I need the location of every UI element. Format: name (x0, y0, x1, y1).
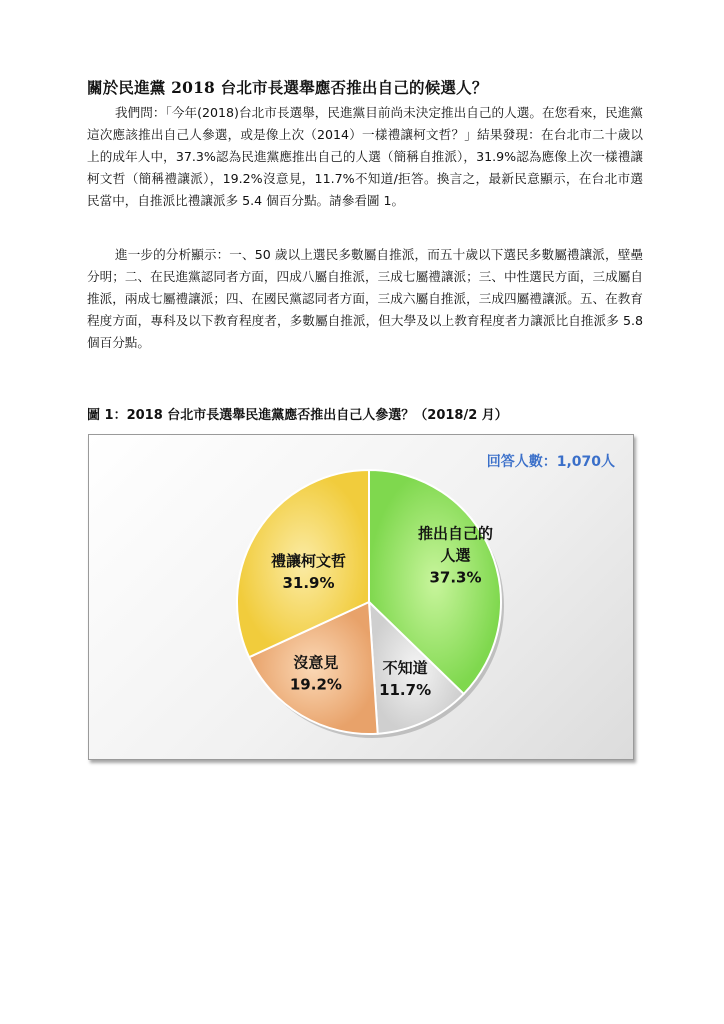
slice-category-label: 禮讓柯文哲 (270, 552, 347, 571)
slice-category-label: 沒意見 (293, 653, 339, 672)
slice-value-label: 37.3% (429, 568, 482, 587)
paragraph-2: 進一步的分析顯示：一、50 歲以上選民多數屬自推派，而五十歲以下選民多數屬禮讓派，壁壘分明；二、在民進黨認同者方面，四成八屬自推派，三成七屬禮讓派；三、中性選民方面，三成屬自推派，兩成七屬禮讓派；四、在國民黨認同者方面，三成六屬自推派，三成四屬禮讓派。五、在教育程度方面，專科及以下教育程度者，多數屬自推派，但大學及以上教育程度者力讓派比自推派多 5.8 個百分點。 (87, 247, 643, 350)
document-heading: 關於民進黨 2018 台北市長選舉應否推出自己的候選人？ (87, 78, 488, 97)
respondent-count: 回答人數：1,070人 (486, 454, 615, 470)
slice-category-label: 人選 (440, 546, 471, 565)
slice-value-label: 31.9% (282, 574, 335, 593)
paragraph-1: 我們問：「今年(2018)台北市長選舉，民進黨目前尚未決定推出自己的人選。在您看來，民進黨這次應該推出自己人參選，或是像上次（2014）一樣禮讓柯文哲？」結果發現：在台北市二十歲以上的成年人中，37.3%認為民進黨應推出自己的人選（簡稱自推派），31.9%認為應像上次一樣禮讓柯文哲（簡稱禮讓派），19.2%沒意見，11.7%不知道/拒答。換言之，最新民意顯示，在台北市選民當中，自推派比禮讓派多 5.4 個百分點。請參看圖 1。 (87, 105, 643, 208)
slice-value-label: 11.7% (379, 681, 432, 699)
pie-chart (89, 435, 635, 761)
slice-category-label: 不知道 (382, 659, 428, 677)
slice-value-label: 19.2% (289, 675, 342, 694)
slice-category-label: 推出自己的 (417, 524, 494, 543)
pie-chart-frame (88, 434, 634, 760)
figure-caption: 圖 1：2018 台北市長選舉民進黨應否推出自己人參選？（2018/2 月） (87, 408, 508, 423)
